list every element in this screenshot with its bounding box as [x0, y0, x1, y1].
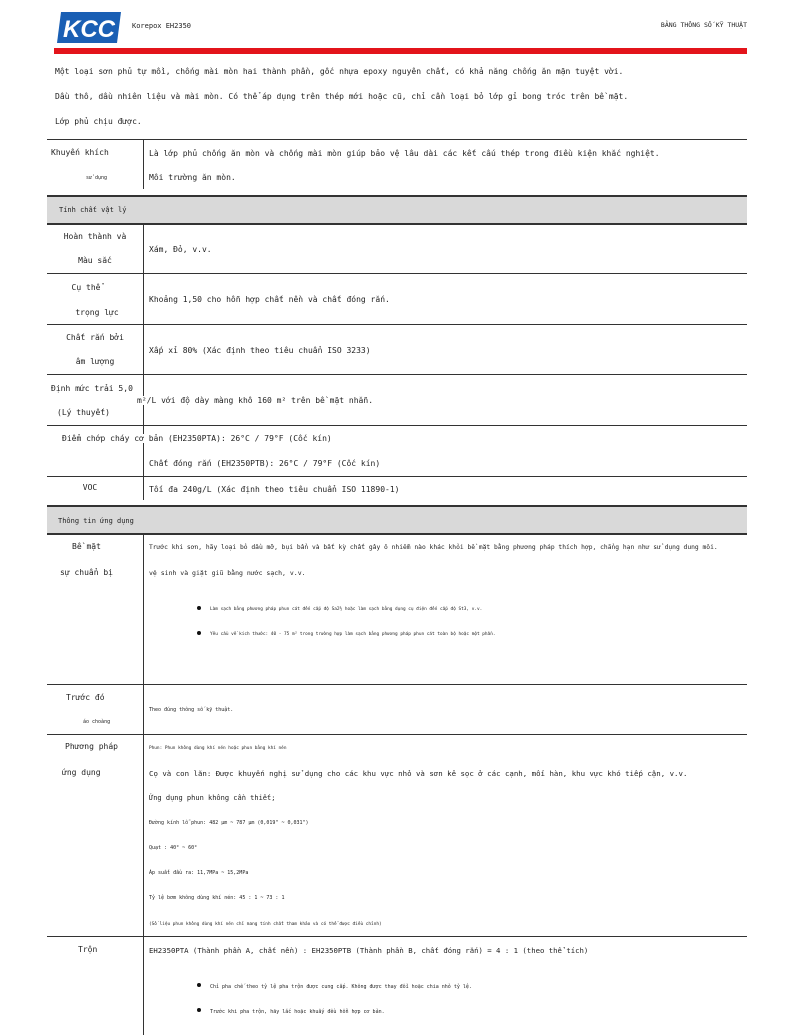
bullet-icon	[197, 606, 201, 610]
flash-point-label: Điểm chớp cháy cơ bản (EH2350PTA): 26°C / 79°F (Cốc kín)	[62, 434, 332, 443]
surface-line-1: Trước khi sơn, hãy loại bỏ dầu mỡ, bụi bẩn và bất kỳ chất gây ô nhiễm nào khác khỏi bề mặt bằng phương pháp thích hợp, chẳng hạn như sử dụng dung môi.	[149, 544, 718, 551]
surface-bullet-2: Yêu cầu về kích thước: 40 - 75 m² trong trường hợp làm sạch bằng phương pháp phun cát toàn bộ hoặc một phần.	[210, 632, 496, 637]
divider	[47, 324, 747, 325]
finish-label-1: Hoàn thành và	[63, 232, 127, 241]
surface-label-2: sự chuẩn bị	[60, 568, 113, 577]
recommended-label-2: sử dụng	[86, 175, 108, 181]
physical-section-header	[47, 195, 747, 225]
method-line-5: Áp suất đầu ra: 11,7MPa ~ 15,2MPa	[149, 870, 249, 876]
surface-line-2: vệ sinh và giặt giũ bằng nước sạch, v.v.	[149, 569, 306, 577]
divider	[47, 684, 747, 685]
divider	[47, 425, 747, 426]
mix-value: EH2350PTA (Thành phần A, chất nền) : EH2350PTB (Thành phần B, chất đóng rắn) = 4 : 1 (theo thể tích)	[149, 946, 589, 955]
recommended-value-2: Môi trường ăn mòn.	[149, 173, 236, 182]
spread-value: m²/L với độ dày màng khô 160 m² trên bề mặt nhẵn.	[137, 396, 374, 405]
bullet-icon	[197, 631, 201, 635]
method-label-2: ứng dụng	[62, 768, 101, 777]
flash-point-hardener: Chất đóng rắn (EH2350PTB): 26°C / 79°F (Cốc kín)	[149, 459, 381, 468]
intro-line-1: Một loại sơn phủ tự mồi, chống mài mòn hai thành phần, gốc nhựa epoxy nguyên chất, có khả năng chống ăn mặn tuyệt vời.	[55, 67, 624, 76]
mix-label: Trộn	[78, 945, 98, 954]
column-divider	[143, 535, 144, 1035]
application-section-header	[47, 505, 747, 535]
method-line-0: Phun: Phun không dùng khí nén hoặc phun bằng khí nén	[149, 746, 287, 751]
primer-label-2: áo choàng	[83, 719, 111, 725]
mix-bullet-1: Chỉ pha chế theo tỷ lệ pha trộn được cung cấp. Không được thay đổi hoặc chia nhỏ tỷ lệ.	[210, 984, 472, 990]
solids-value: Xấp xỉ 80% (Xác định theo tiêu chuẩn ISO 3233)	[149, 346, 371, 355]
finish-value: Xám, Đỏ, v.v.	[149, 245, 212, 254]
method-line-1: Cọ và con lăn: Được khuyến nghị sử dụng cho các khu vực nhỏ và sơn kẻ sọc ở các cạnh, mối hàn, khu vực khó tiếp cận, v.v.	[149, 769, 688, 778]
bullet-icon	[197, 1008, 201, 1012]
divider	[47, 936, 747, 937]
divider	[47, 139, 747, 140]
logo-text: KCC	[63, 16, 115, 43]
surface-label-1: Bề mặt	[72, 542, 101, 551]
recommended-value-1: Là lớp phủ chống ăn mòn và chống mài mòn giúp bảo vệ lâu dài các kết cấu thép trong điều kiện khắc nghiệt.	[149, 149, 660, 158]
solids-label-1: Chất rắn bởi	[66, 333, 124, 342]
voc-label: VOC	[82, 483, 98, 492]
method-line-3: Đường kính lỗ phun: 482 μm ~ 787 μm (0,019" ~ 0,031")	[149, 820, 309, 826]
surface-bullet-1: Làm sạch bằng phương pháp phun cát đến cấp độ Sa2½ hoặc làm sạch bằng dụng cụ điện đến cấp độ St3, v.v.	[210, 607, 483, 612]
voc-value: Tối đa 240g/L (Xác định theo tiêu chuẩn ISO 11890-1)	[149, 485, 400, 494]
method-label-1: Phương pháp	[65, 742, 118, 751]
method-line-7: (Số liệu phun không dùng khí nén chỉ mang tính chất tham khảo và có thể được điều chỉnh)	[149, 922, 382, 927]
sg-value: Khoảng 1,50 cho hỗn hợp chất nền và chất đóng rắn.	[149, 295, 390, 304]
divider	[47, 476, 747, 477]
method-line-2: Ứng dụng phun không cần thiết;	[149, 794, 276, 802]
finish-label-2: Màu sắc	[78, 256, 112, 265]
column-divider	[143, 223, 144, 500]
primer-value: Theo đúng thông số kỹ thuật.	[149, 707, 234, 713]
spread-label-1: Định mức trải 5,0	[51, 384, 133, 393]
spread-label-2: (Lý thuyết)	[57, 408, 110, 417]
column-divider	[143, 139, 144, 189]
sg-label-2: trọng lực	[75, 308, 119, 317]
application-section-title: Thông tin ứng dụng	[58, 517, 134, 525]
recommended-label: Khuyến khích	[51, 148, 109, 157]
mix-bullet-2: Trước khi pha trộn, hãy lắc hoặc khuấy đều hỗn hợp cơ bản.	[210, 1009, 385, 1015]
physical-section-title: Tính chất vật lý	[59, 206, 127, 214]
method-line-4: Quạt : 40° ~ 60°	[149, 845, 198, 851]
divider	[47, 734, 747, 735]
product-name: Korepox EH2350	[132, 22, 192, 30]
divider	[47, 374, 747, 375]
solids-label-2: âm lượng	[75, 357, 115, 366]
divider	[47, 273, 747, 274]
bullet-icon	[197, 983, 201, 987]
intro-line-2: Dầu thô, dầu nhiên liệu và mài mòn. Có thể áp dụng trên thép mới hoặc cũ, chỉ cần loại bỏ lớp gỉ bong tróc trên bề mặt.	[55, 92, 629, 101]
header-red-bar	[54, 48, 747, 54]
doc-title: BẢNG THÔNG SỐ KỸ THUẬT	[660, 21, 747, 29]
intro-line-3: Lớp phủ chịu được.	[55, 117, 142, 126]
primer-label-1: Trước đó	[66, 693, 105, 702]
sg-label-1: Cụ thể	[71, 283, 101, 292]
method-line-6: Tỷ lệ bơm không dùng khí nén: 45 : 1 ~ 73 : 1	[149, 895, 285, 901]
kcc-logo	[57, 12, 121, 43]
